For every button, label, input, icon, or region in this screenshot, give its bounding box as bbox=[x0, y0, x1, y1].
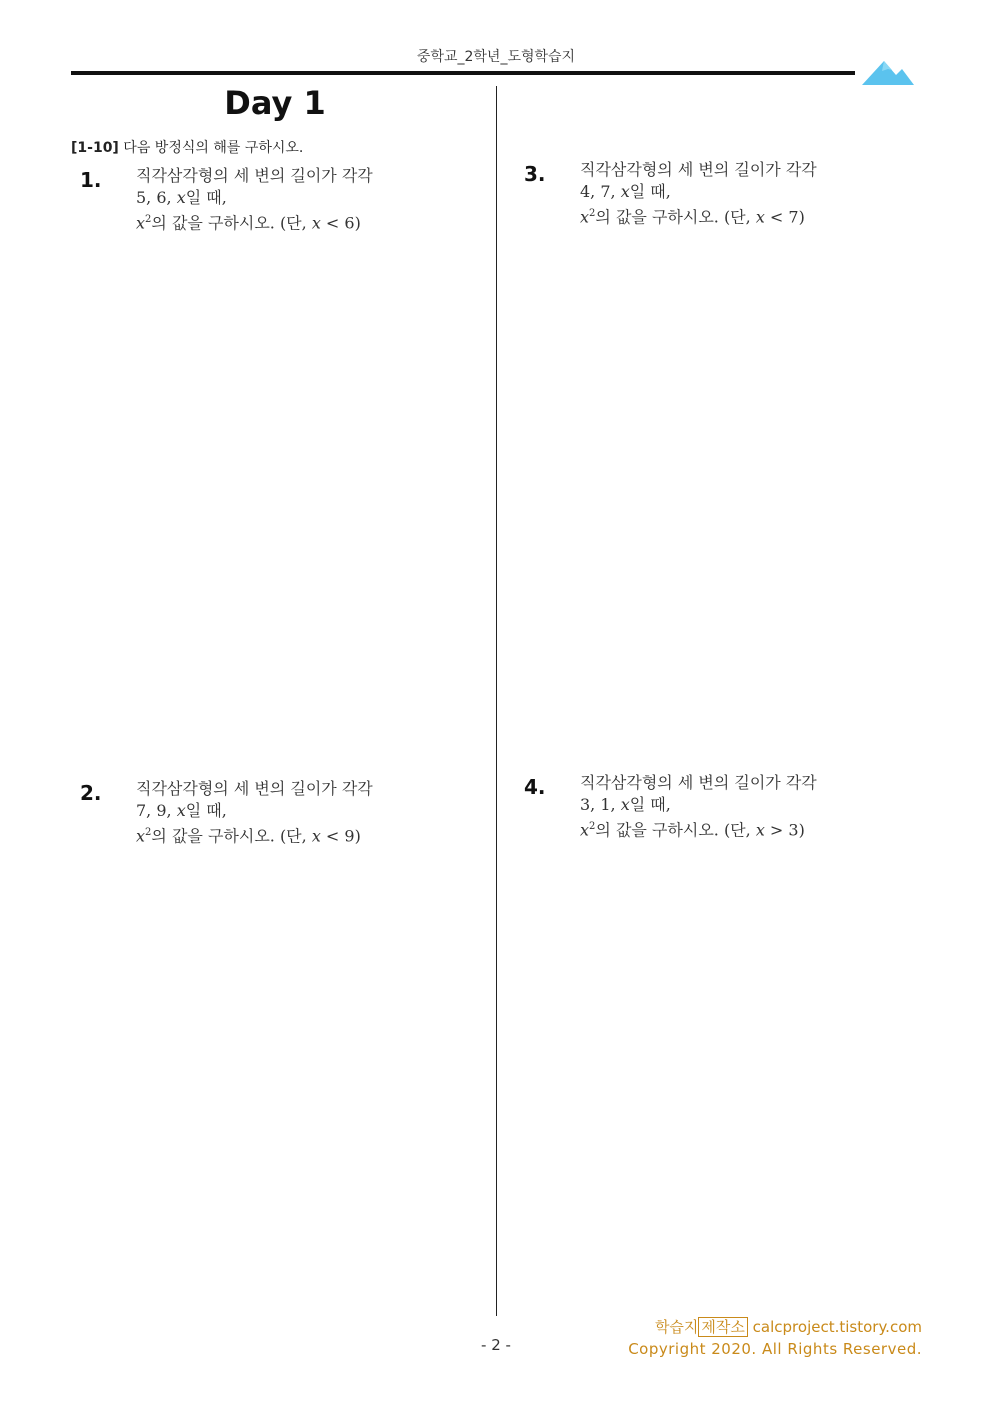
footer-site bbox=[655, 1316, 922, 1337]
problem-number: 1. bbox=[80, 168, 102, 192]
footer-brand: 학습지 bbox=[654, 1318, 699, 1336]
problem-line: $x^2$의 값을 구하시오. (단, x < 7) bbox=[580, 207, 805, 227]
footer-brand-boxed: 제작소 bbox=[698, 1317, 747, 1337]
header-title: 중학교_2학년_도형학습지 bbox=[416, 49, 576, 65]
problem-line: $x^2$의 값을 구하시오. (단, x < 9) bbox=[136, 826, 361, 846]
footer-copyright: Copyright 2020. All Rights Reserved. bbox=[628, 1340, 922, 1358]
column-divider bbox=[496, 86, 497, 1316]
problem-line: 3, 1, x일 때, bbox=[580, 795, 671, 814]
problem-line: 4, 7, x일 때, bbox=[580, 182, 671, 201]
header-divider bbox=[71, 71, 855, 75]
instruction bbox=[71, 137, 303, 157]
problem-number: 3. bbox=[524, 162, 546, 186]
page-number: - 2 - bbox=[481, 1336, 511, 1354]
problem-text bbox=[136, 165, 373, 234]
problem-line: 직각삼각형의 세 변의 길이가 각각 bbox=[136, 166, 373, 185]
problem-line: $x^2$의 값을 구하시오. (단, x < 6) bbox=[136, 213, 361, 233]
problem-number: 2. bbox=[80, 781, 102, 805]
footer-site-url: calcproject.tistory.com bbox=[747, 1318, 922, 1336]
problem-line: 5, 6, x일 때, bbox=[136, 188, 227, 207]
problem-text bbox=[580, 159, 817, 228]
problem-line: 7, 9, x일 때, bbox=[136, 801, 227, 820]
problem-line: 직각삼각형의 세 변의 길이가 각각 bbox=[580, 160, 817, 179]
problem-number: 4. bbox=[524, 775, 546, 799]
instruction-range: [1-10] bbox=[71, 140, 119, 156]
day-title: Day 1 bbox=[224, 84, 326, 122]
problem-text bbox=[136, 778, 373, 847]
problem-line: 직각삼각형의 세 변의 길이가 각각 bbox=[136, 779, 373, 798]
problem-text bbox=[580, 772, 817, 841]
mountain-logo-icon bbox=[862, 57, 914, 87]
problem-line: 직각삼각형의 세 변의 길이가 각각 bbox=[580, 773, 817, 792]
instruction-text: 다음 방정식의 해를 구하시오. bbox=[123, 140, 304, 156]
problem-line: $x^2$의 값을 구하시오. (단, x > 3) bbox=[580, 820, 805, 840]
